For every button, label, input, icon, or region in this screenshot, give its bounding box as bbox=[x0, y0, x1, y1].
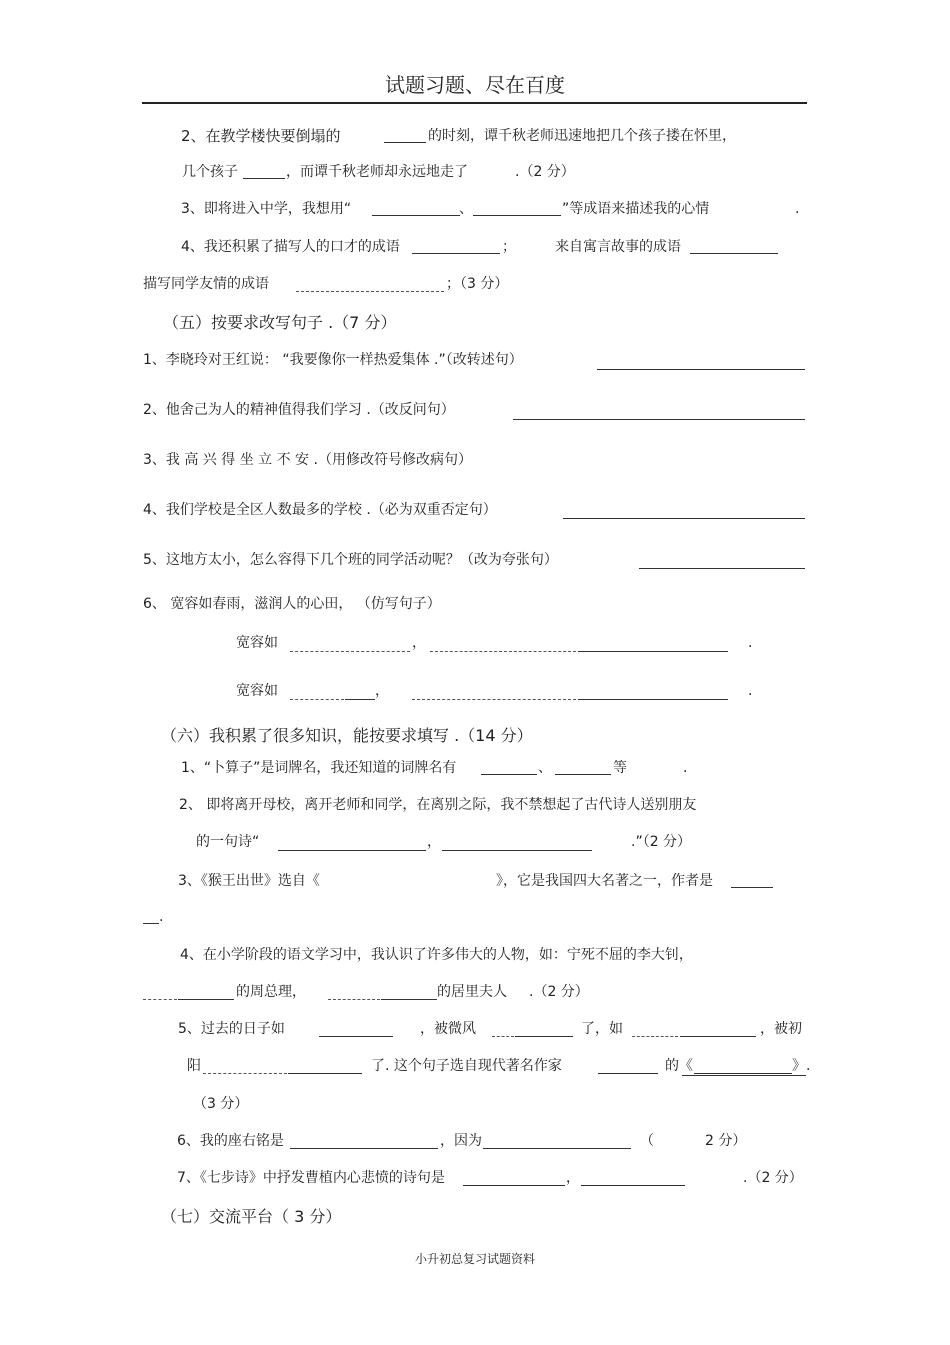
p6-q5-blank3b[interactable] bbox=[680, 1036, 756, 1037]
p6-q4-d: .（2 分） bbox=[529, 984, 589, 1000]
p5-s4-answer[interactable] bbox=[563, 518, 805, 519]
p6-q3-b: 》，它是我国四大名著之一，作者是 bbox=[496, 873, 713, 889]
p5-s2: 2、他舍己为人的精神值得我们学习 .（改反问句） bbox=[143, 402, 455, 418]
p4-q4-c: 来自寓言故事的成语 bbox=[555, 239, 681, 255]
header-divider bbox=[142, 102, 807, 104]
p6-q7-blank2[interactable] bbox=[581, 1185, 685, 1186]
p6-q6-b: ，因为 bbox=[440, 1133, 482, 1149]
p6-q5-c: 了，如 bbox=[581, 1021, 623, 1037]
p6-q6-a: 6、我的座右铭是 bbox=[177, 1133, 284, 1149]
section-7-title: （七）交流平台（ 3 分） bbox=[161, 1207, 342, 1226]
p6-q6-blank2[interactable] bbox=[483, 1148, 631, 1149]
p5-s6-line2-a: 宽容如 bbox=[236, 683, 278, 699]
page-header-title: 试题习题、尽在百度 bbox=[385, 73, 565, 97]
p6-q6-blank1[interactable] bbox=[290, 1148, 438, 1149]
p6-q2-d: .”（2 分） bbox=[631, 834, 692, 850]
p6-q5-blank2b[interactable] bbox=[515, 1036, 573, 1037]
p4-q2-score: .（2 分） bbox=[515, 164, 575, 180]
p6-q1-c: 等 bbox=[613, 760, 627, 776]
p6-q5-blank5[interactable] bbox=[598, 1073, 658, 1074]
p6-q5-d: ，被初 bbox=[760, 1021, 802, 1037]
p5-s6-line2-blank2[interactable] bbox=[412, 699, 576, 700]
page-footer: 小升初总复习试题资料 bbox=[414, 1252, 535, 1266]
p4-q3-c: ”等成语来描述我的心情 bbox=[562, 201, 710, 217]
p6-q4-a: 4、在小学阶段的语文学习中，我认识了许多伟大的人物，如：宁死不屈的李大钊， bbox=[180, 947, 693, 963]
p6-q7-a: 7、《七步诗》中抒发曹植内心悲愤的诗句是 bbox=[177, 1170, 445, 1186]
p5-s6-line1-a: 宽容如 bbox=[236, 635, 278, 651]
p6-q5-blank2a[interactable] bbox=[492, 1036, 514, 1037]
p4-q4-blank2[interactable] bbox=[690, 253, 778, 254]
p6-q5-b: ，被微风 bbox=[420, 1021, 476, 1037]
p4-q2-line2-a: 几个孩子 bbox=[182, 164, 238, 180]
p4-q4-d: 描写同学友情的成语 bbox=[143, 276, 269, 292]
p4-q3-blank1[interactable] bbox=[372, 215, 460, 216]
p6-q5-blank3a[interactable] bbox=[632, 1036, 678, 1037]
p6-q1-a: 1、“卜算子”是词牌名，我还知道的词牌名有 bbox=[181, 760, 457, 776]
p6-q5-blank6[interactable] bbox=[694, 1073, 792, 1074]
p6-q4-blank2b[interactable] bbox=[381, 999, 437, 1000]
p6-q5-f: 了. 这个句子选自现代著名作家 bbox=[371, 1058, 562, 1074]
p6-q3-blank1-cont[interactable] bbox=[143, 923, 159, 924]
p5-s6-line2-c: . bbox=[748, 683, 753, 699]
p4-q3-b: 、 bbox=[459, 201, 473, 217]
section-5-title: （五）按要求改写句子 .（7 分） bbox=[163, 313, 397, 332]
p6-q4-c: 的居里夫人 bbox=[437, 984, 507, 1000]
p5-s4: 4、我们学校是全区人数最多的学校 .（必为双重否定句） bbox=[143, 502, 497, 518]
p6-q1-b: 、 bbox=[538, 760, 552, 776]
p4-q2-line2-b: ，而谭千秋老师却永远地走了 bbox=[286, 164, 468, 180]
p6-q5-blank4a[interactable] bbox=[203, 1073, 287, 1074]
p6-q2-blank2[interactable] bbox=[442, 850, 592, 851]
p6-q4-blank2a[interactable] bbox=[328, 999, 380, 1000]
p4-q3-blank2[interactable] bbox=[473, 215, 561, 216]
p6-q4-b: 的周总理， bbox=[236, 984, 306, 1000]
p5-s6-line1-blank3[interactable] bbox=[578, 651, 728, 652]
p5-s6-line2-b: ， bbox=[375, 683, 389, 699]
p6-q6-c: （ bbox=[640, 1133, 654, 1149]
p6-q7-c: .（2 分） bbox=[743, 1170, 803, 1186]
p6-q5-score: （3 分） bbox=[193, 1096, 249, 1112]
p5-s1: 1、李晓玲对王红说： “我要像你一样热爱集体 .”（改转述句） bbox=[143, 352, 523, 368]
p6-q2-a: 2、 即将离开母校，离开老师和同学，在离别之际，我不禁想起了古代诗人送别朋友 bbox=[179, 797, 697, 813]
p5-s6-line2-blank3[interactable] bbox=[578, 699, 728, 700]
p6-q2-c: ， bbox=[427, 834, 441, 850]
p6-q5-g: 的《 bbox=[665, 1058, 693, 1074]
section-6-title: （六）我积累了很多知识，能按要求填写 .（14 分） bbox=[161, 726, 533, 745]
p6-q7-b: ， bbox=[566, 1170, 580, 1186]
p6-q1-blank2[interactable] bbox=[555, 774, 611, 775]
p4-q2-blank2[interactable] bbox=[243, 178, 285, 179]
p5-s6-line1-b: ， bbox=[412, 635, 426, 651]
p4-q2-prefix: 2、在教学楼快要倒塌的 bbox=[181, 127, 341, 145]
p6-q4-blank1a[interactable] bbox=[143, 999, 177, 1000]
p5-s6: 6、 宽容如春雨，滋润人的心田， （仿写句子） bbox=[143, 596, 441, 612]
p6-q7-blank1[interactable] bbox=[463, 1185, 565, 1186]
p5-s6-line1-c: . bbox=[748, 635, 753, 651]
p6-q6-d: 2 分） bbox=[705, 1133, 747, 1149]
p6-q5-blank4b[interactable] bbox=[288, 1073, 362, 1074]
p6-q1-blank1[interactable] bbox=[481, 774, 537, 775]
p5-s2-answer[interactable] bbox=[513, 419, 805, 420]
p6-q1-d: . bbox=[683, 760, 688, 776]
p4-q3-a: 3、即将进入中学，我想用“ bbox=[181, 201, 352, 217]
p6-q3-a: 3、《猴王出世》选自《 bbox=[178, 873, 320, 889]
p6-q3-c: . bbox=[159, 909, 164, 925]
p6-q5-underline-book bbox=[682, 1075, 806, 1076]
p4-q3-d: . bbox=[795, 201, 800, 217]
p5-s6-line1-blank2[interactable] bbox=[430, 651, 576, 652]
p5-s5: 5、这地方太小，怎么容得下几个班的同学活动呢？（改为夸张句） bbox=[143, 552, 558, 568]
p6-q4-blank1b[interactable] bbox=[178, 999, 234, 1000]
p4-q4-blank3[interactable] bbox=[296, 291, 444, 292]
p6-q5-a: 5、过去的日子如 bbox=[178, 1021, 285, 1037]
p4-q4-b: ； bbox=[502, 239, 516, 255]
p5-s3: 3、我 高 兴 得 坐 立 不 安 .（用修改符号修改病句） bbox=[143, 452, 472, 468]
p6-q5-blank1[interactable] bbox=[319, 1036, 393, 1037]
p5-s6-line2-blank1b[interactable] bbox=[345, 699, 375, 700]
p6-q3-blank1[interactable] bbox=[731, 887, 773, 888]
p4-q2-blank1[interactable] bbox=[384, 142, 426, 143]
p6-q5-h: 》. bbox=[792, 1058, 811, 1074]
p6-q2-b: 的一句诗“ bbox=[196, 834, 260, 850]
p4-q4-a: 4、我还积累了描写人的口才的成语 bbox=[181, 239, 400, 255]
p4-q4-e: ；（3 分） bbox=[446, 276, 509, 292]
p4-q2-text: 的时刻，谭千秋老师迅速地把几个孩子搂在怀里， bbox=[428, 128, 736, 144]
p5-s1-answer[interactable] bbox=[597, 369, 805, 370]
p5-s6-line2-blank1[interactable] bbox=[290, 699, 344, 700]
p4-q4-blank1[interactable] bbox=[412, 253, 500, 254]
p5-s6-line1-blank1[interactable] bbox=[290, 651, 410, 652]
p6-q2-blank1[interactable] bbox=[278, 850, 426, 851]
p6-q5-e: 阳 bbox=[187, 1058, 201, 1074]
p5-s5-answer[interactable] bbox=[639, 568, 805, 569]
